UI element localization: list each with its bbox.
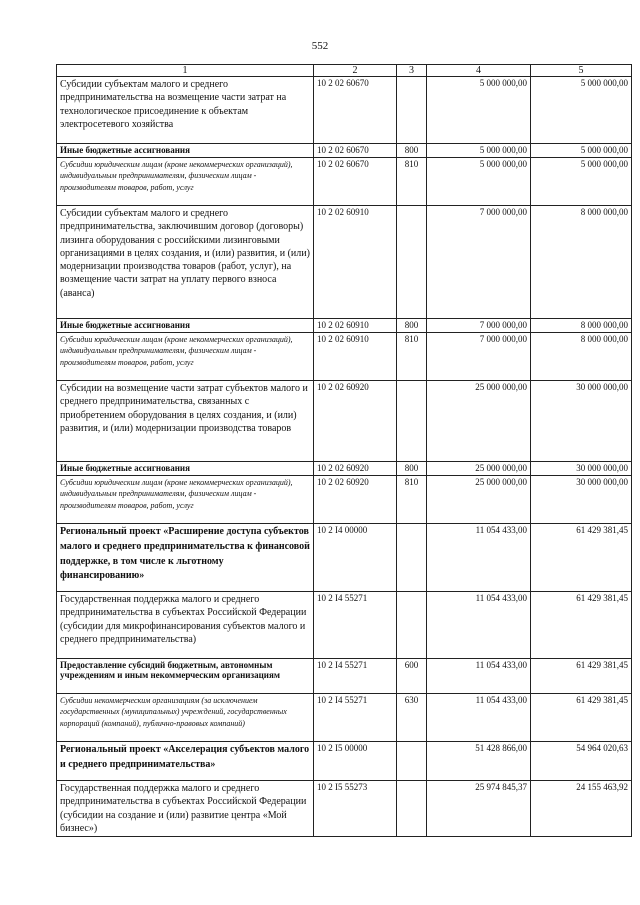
row-vr [397,524,427,592]
table-row [57,659,632,694]
row-code: 10 2 02 60920 [314,476,397,524]
col-header-code: 2 [314,65,397,77]
row-name: Иные бюджетные ассигнования [57,462,314,476]
row-value-2: 5 000 000,00 [531,144,632,158]
row-value-2: 30 000 000,00 [531,476,632,524]
row-name: Субсидии некоммерческим организациям (за исключением государственных (муниципальных) учреждений, государственных корпораций (компаний), публично-правовых компаний) [57,694,314,742]
row-vr: 810 [397,476,427,524]
table-row [57,592,632,659]
table-row [57,742,632,781]
table-row [57,206,632,319]
row-value-1: 7 000 000,00 [427,333,531,381]
row-name: Государственная поддержка малого и среднего предпринимательства в субъектах Российской Федерации (субсидии для микрофинансирования субъектов малого и среднего предпринимательства) [57,592,314,659]
row-vr [397,77,427,144]
row-code: 10 2 02 60910 [314,319,397,333]
row-name: Субсидии субъектам малого и среднего предпринимательства на возмещение части затрат на технологическое присоединение к объектам электросетевого хозяйства [57,77,314,144]
row-name: Субсидии юридическим лицам (кроме некоммерческих организаций), индивидуальным предпринимателям, физическим лицам - производителям товаров, работ, услуг [57,158,314,206]
row-vr: 800 [397,144,427,158]
row-name: Государственная поддержка малого и среднего предпринимательства в субъектах Российской Федерации (субсидии на создание и (или) развитие центра «Мой бизнес») [57,781,314,837]
row-vr: 810 [397,158,427,206]
row-value-1: 5 000 000,00 [427,77,531,144]
row-code: 10 2 02 60920 [314,381,397,462]
row-value-1: 11 054 433,00 [427,592,531,659]
row-value-1: 51 428 866,00 [427,742,531,781]
row-value-2: 24 155 463,92 [531,781,632,837]
row-code: 10 2 02 60670 [314,158,397,206]
row-vr [397,206,427,319]
table-row [57,333,632,381]
table-row [57,381,632,462]
row-code: 10 2 I4 55271 [314,694,397,742]
table-row [57,694,632,742]
table-row [57,462,632,476]
col-header-year2: 5 [531,65,632,77]
table-row [57,781,632,837]
table-row [57,77,632,144]
row-value-1: 11 054 433,00 [427,659,531,694]
table-row [57,158,632,206]
row-value-2: 5 000 000,00 [531,158,632,206]
row-value-2: 61 429 381,45 [531,694,632,742]
table-row [57,319,632,333]
row-vr: 800 [397,319,427,333]
row-value-1: 5 000 000,00 [427,158,531,206]
table-header-row [57,65,632,77]
row-value-1: 11 054 433,00 [427,694,531,742]
table-row [57,476,632,524]
row-vr: 800 [397,462,427,476]
row-value-1: 25 000 000,00 [427,462,531,476]
table-row [57,524,632,592]
row-code: 10 2 I4 55271 [314,659,397,694]
col-header-vr: 3 [397,65,427,77]
budget-table [56,64,632,837]
row-value-1: 7 000 000,00 [427,319,531,333]
row-code: 10 2 02 60920 [314,462,397,476]
row-code: 10 2 02 60670 [314,77,397,144]
row-name: Иные бюджетные ассигнования [57,144,314,158]
row-value-1: 11 054 433,00 [427,524,531,592]
row-vr: 810 [397,333,427,381]
row-value-2: 61 429 381,45 [531,592,632,659]
row-name: Субсидии на возмещение части затрат субъектов малого и среднего предпринимательства, связанных с приобретением оборудования в целях создания, и (или) развития, и (или) модернизации производства товаров [57,381,314,462]
row-value-1: 7 000 000,00 [427,206,531,319]
row-value-2: 5 000 000,00 [531,77,632,144]
row-vr [397,592,427,659]
row-code: 10 2 I5 00000 [314,742,397,781]
row-value-2: 8 000 000,00 [531,206,632,319]
row-value-2: 8 000 000,00 [531,319,632,333]
row-name: Субсидии субъектам малого и среднего предпринимательства, заключившим договор (договоры) лизинга оборудования с российскими лизинговыми организациями в целях создания, и (или) развития, и (или) модернизации производства товаров (работ, услуг), на возмещение части затрат на уплату первого взноса (аванса) [57,206,314,319]
row-value-2: 54 964 020,63 [531,742,632,781]
row-code: 10 2 02 60910 [314,206,397,319]
table-row [57,144,632,158]
row-vr: 600 [397,659,427,694]
row-value-1: 25 974 845,37 [427,781,531,837]
row-name: Иные бюджетные ассигнования [57,319,314,333]
row-name: Субсидии юридическим лицам (кроме некоммерческих организаций), индивидуальным предпринимателям, физическим лицам - производителям товаров, работ, услуг [57,333,314,381]
row-vr [397,781,427,837]
row-name: Региональный проект «Акселерация субъектов малого и среднего предпринимательства» [57,742,314,781]
row-vr [397,381,427,462]
row-code: 10 2 02 60670 [314,144,397,158]
row-vr [397,742,427,781]
row-value-2: 61 429 381,45 [531,524,632,592]
row-name: Субсидии юридическим лицам (кроме некоммерческих организаций), индивидуальным предпринимателям, физическим лицам - производителям товаров, работ, услуг [57,476,314,524]
col-header-year1: 4 [427,65,531,77]
row-value-1: 25 000 000,00 [427,381,531,462]
row-value-2: 30 000 000,00 [531,462,632,476]
row-code: 10 2 I4 55271 [314,592,397,659]
page-number: 552 [311,40,329,52]
row-value-2: 61 429 381,45 [531,659,632,694]
row-vr: 630 [397,694,427,742]
row-value-1: 25 000 000,00 [427,476,531,524]
row-name: Региональный проект «Расширение доступа субъектов малого и среднего предпринимательства к финансовой поддержке, в том числе к льготному финансированию» [57,524,314,592]
row-value-2: 30 000 000,00 [531,381,632,462]
row-name: Предоставление субсидий бюджетным, автономным учреждениям и иным некоммерческим организациям [57,659,314,694]
row-code: 10 2 I4 00000 [314,524,397,592]
row-code: 10 2 02 60910 [314,333,397,381]
row-value-2: 8 000 000,00 [531,333,632,381]
row-value-1: 5 000 000,00 [427,144,531,158]
col-header-name: 1 [57,65,314,77]
row-code: 10 2 I5 55273 [314,781,397,837]
